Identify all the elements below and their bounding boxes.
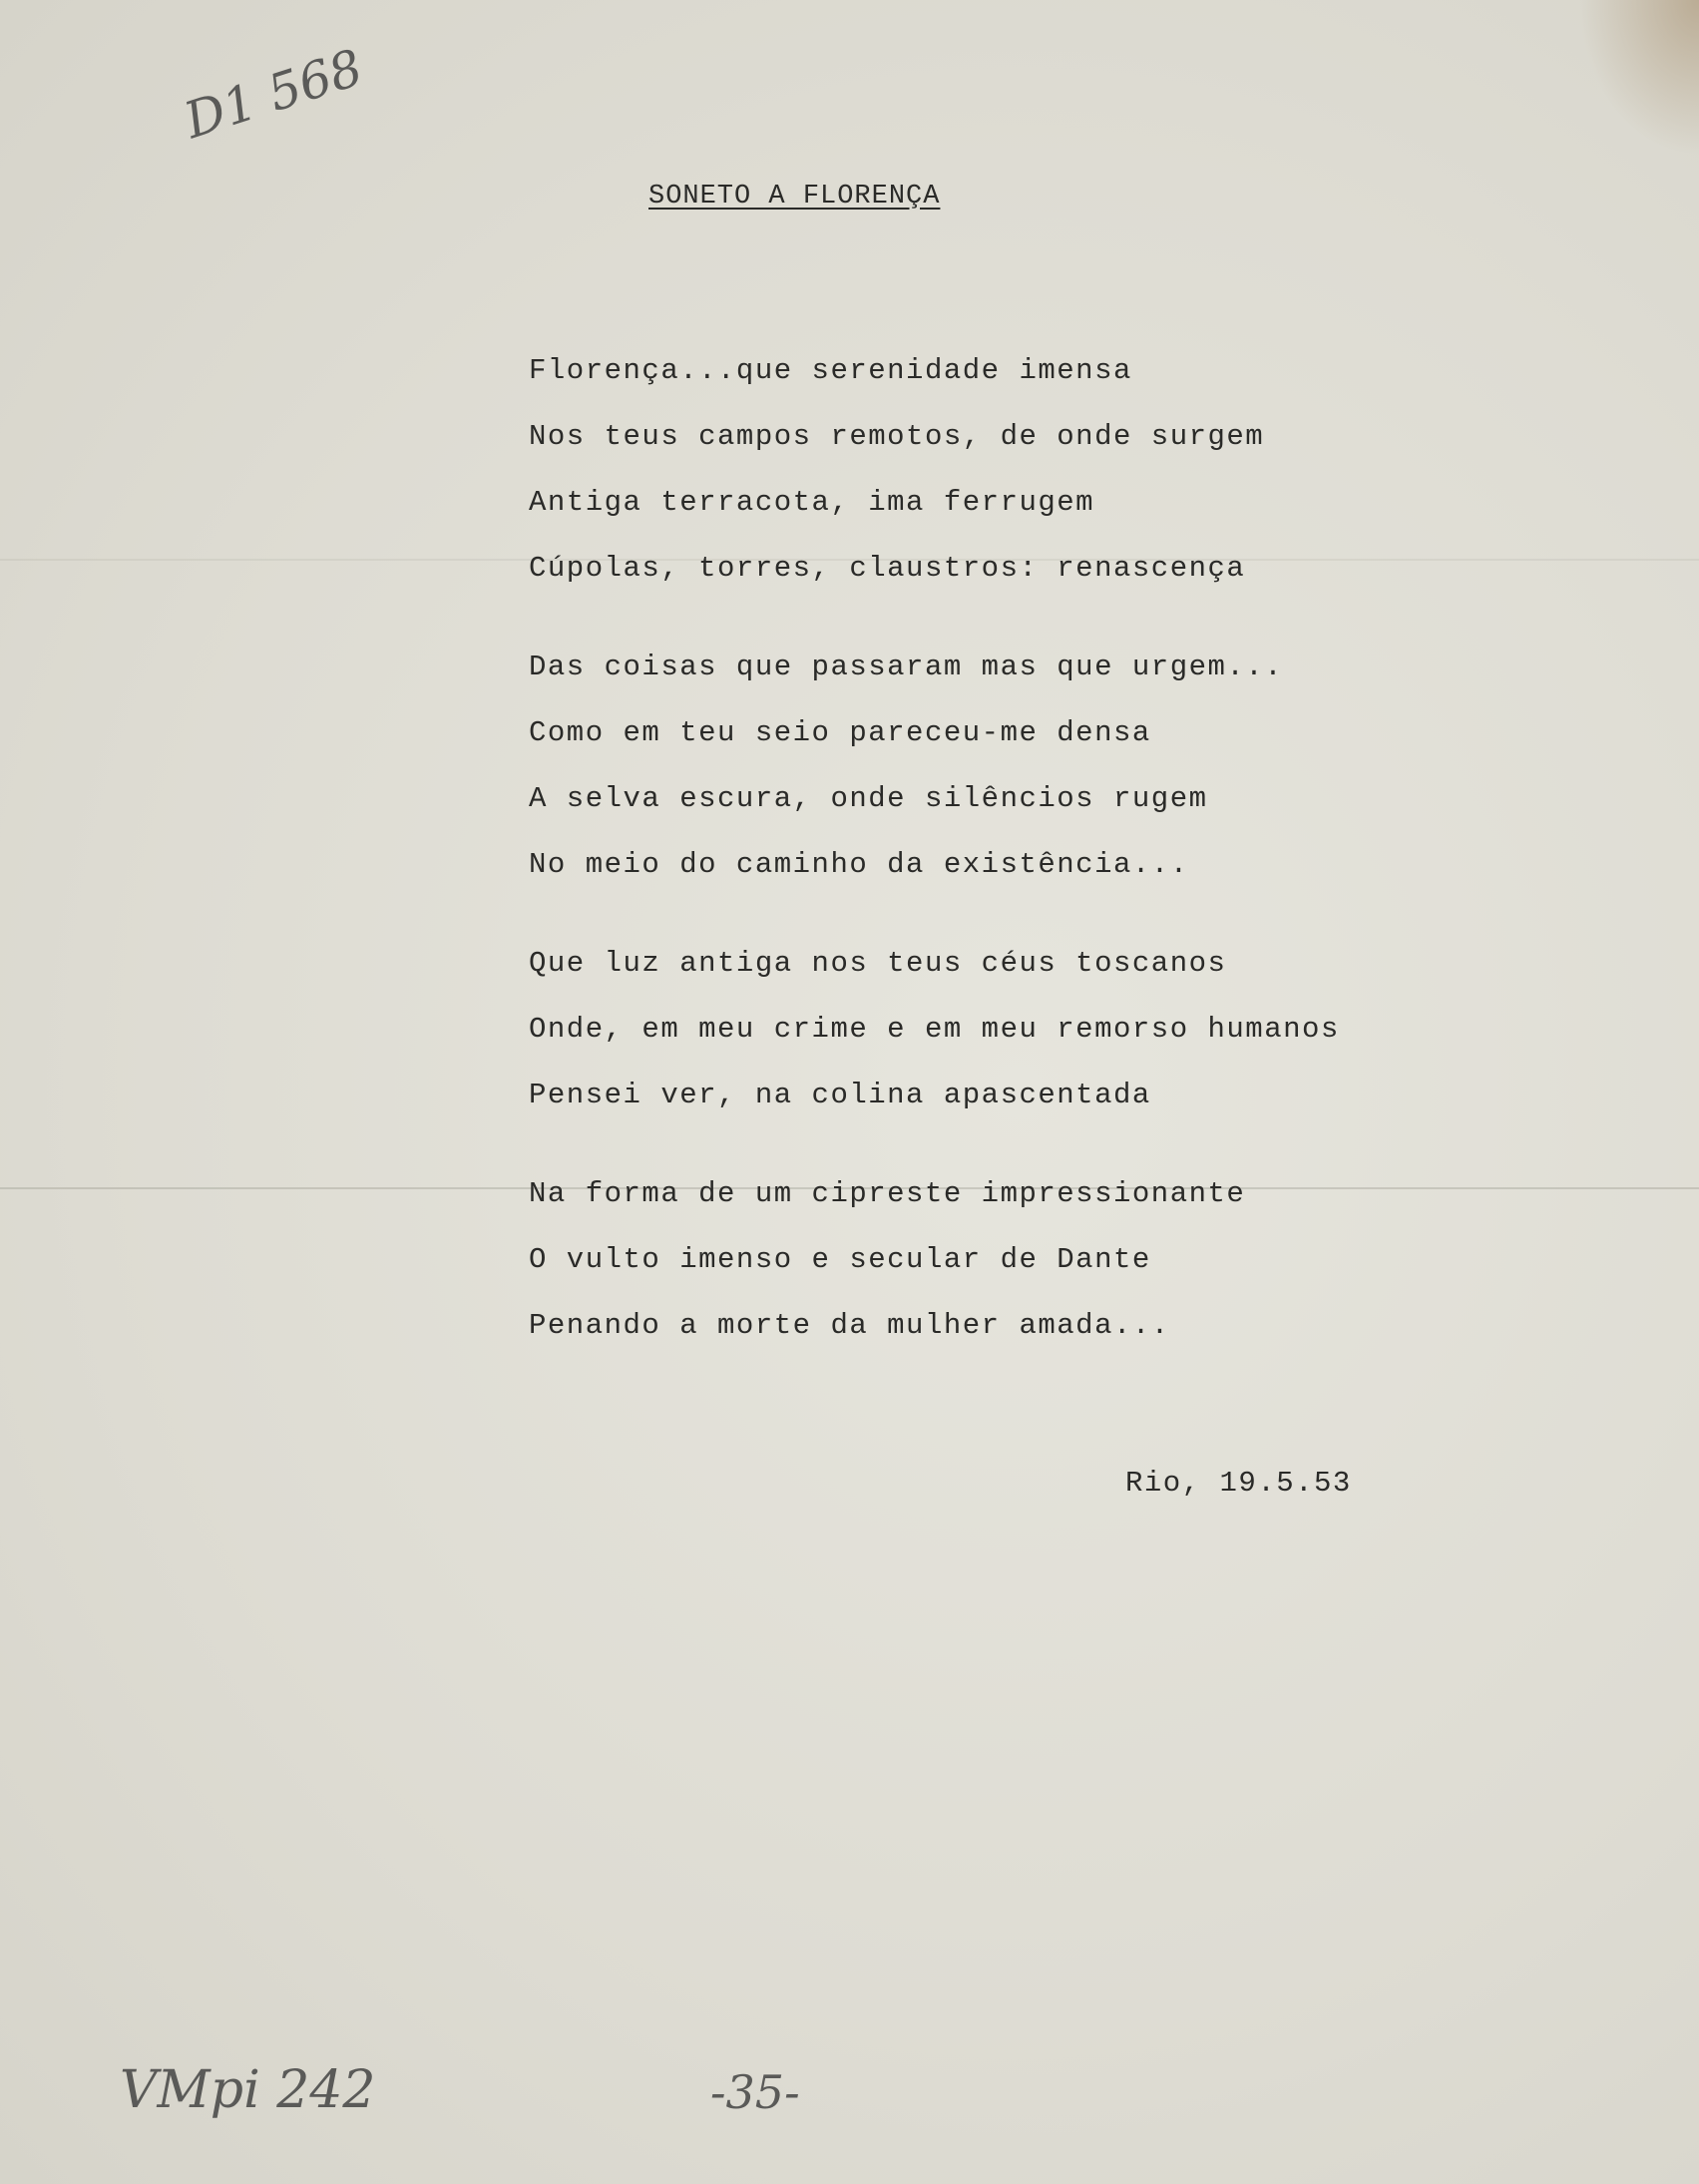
poem-line: Na forma de um cipreste impressionante: [529, 1177, 1246, 1210]
archive-mark: D1 568: [178, 38, 370, 151]
stanza: [529, 1172, 1340, 1370]
stanza: [529, 646, 1340, 909]
poem-line: Penando a morte da mulher amada...: [529, 1309, 1170, 1342]
poem-line: Como em teu seio pareceu-me densa: [529, 716, 1151, 749]
poem-line: O vulto imenso e secular de Dante: [529, 1243, 1151, 1276]
poem-body: [529, 349, 1340, 1403]
shelf-mark: VMpi 242: [120, 2060, 376, 2120]
poem-line: Cúpolas, torres, claustros: renascença: [529, 552, 1246, 585]
poem-line: Das coisas que passaram mas que urgem...: [529, 651, 1284, 683]
poem-line: A selva escura, onde silêncios rugem: [529, 782, 1208, 815]
poem-line: No meio do caminho da existência...: [529, 848, 1189, 881]
page-number: -35-: [710, 2065, 800, 2119]
poem-title: SONETO A FLORENÇA: [648, 182, 941, 212]
stanza: [529, 349, 1340, 613]
poem-line: Onde, em meu crime e em meu remorso humanos: [529, 1013, 1340, 1046]
dateline: Rio, 19.5.53: [1125, 1467, 1352, 1500]
poem-line: Pensei ver, na colina apascentada: [529, 1079, 1151, 1111]
poem-line: Florença...que serenidade imensa: [529, 354, 1132, 387]
poem-line: Nos teus campos remotos, de onde surgem: [529, 420, 1265, 453]
stanza: [529, 942, 1340, 1139]
poem-line: Que luz antiga nos teus céus toscanos: [529, 947, 1227, 980]
poem-line: Antiga terracota, ima ferrugem: [529, 486, 1095, 519]
